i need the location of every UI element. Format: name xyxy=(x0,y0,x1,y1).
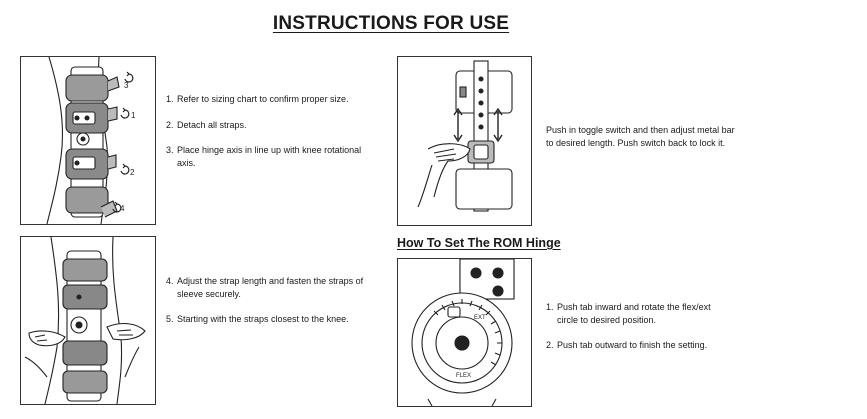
callout-2: 2 xyxy=(130,168,135,177)
rom-steps-list xyxy=(546,301,746,365)
step-item: 1. Push tab inward and rotate the flex/ext circle to desired position. xyxy=(546,302,711,325)
step-item: 5. Starting with the straps closest to the knee. xyxy=(166,314,349,324)
step-item: 3. Place hinge axis in line up with knee rotational axis. xyxy=(166,145,362,168)
rom-hinge-illustration xyxy=(397,258,532,407)
callout-3: 3 xyxy=(124,81,129,90)
dial-label-flex: FLEX xyxy=(456,373,472,379)
bar-adjust-illustration xyxy=(397,56,532,226)
page-title: INSTRUCTIONS FOR USE xyxy=(272,13,510,34)
step-item: 2. Push tab outward to finish the setting. xyxy=(546,340,708,350)
rom-hinge-heading: How To Set The ROM Hinge xyxy=(397,236,561,250)
callout-1: 1 xyxy=(131,111,136,120)
fitting-steps-list xyxy=(166,93,381,182)
step-item: 1. Refer to sizing chart to confirm proper size. xyxy=(166,94,349,104)
step-item: 2. Detach all straps. xyxy=(166,119,247,130)
callout-4: 4 xyxy=(120,204,125,213)
bar-adjust-instructions: Push in toggle switch and then adjust metal bar to desired length. Push switch back to lock it. xyxy=(546,125,735,148)
step-item: 4. Adjust the strap length and fasten the straps of sleeve securely. xyxy=(166,276,364,299)
brace-straps-illustration xyxy=(20,56,156,225)
fasten-straps-illustration xyxy=(20,236,156,405)
dial-label-ext: EXT xyxy=(474,315,486,321)
strap-steps-list xyxy=(166,275,381,339)
